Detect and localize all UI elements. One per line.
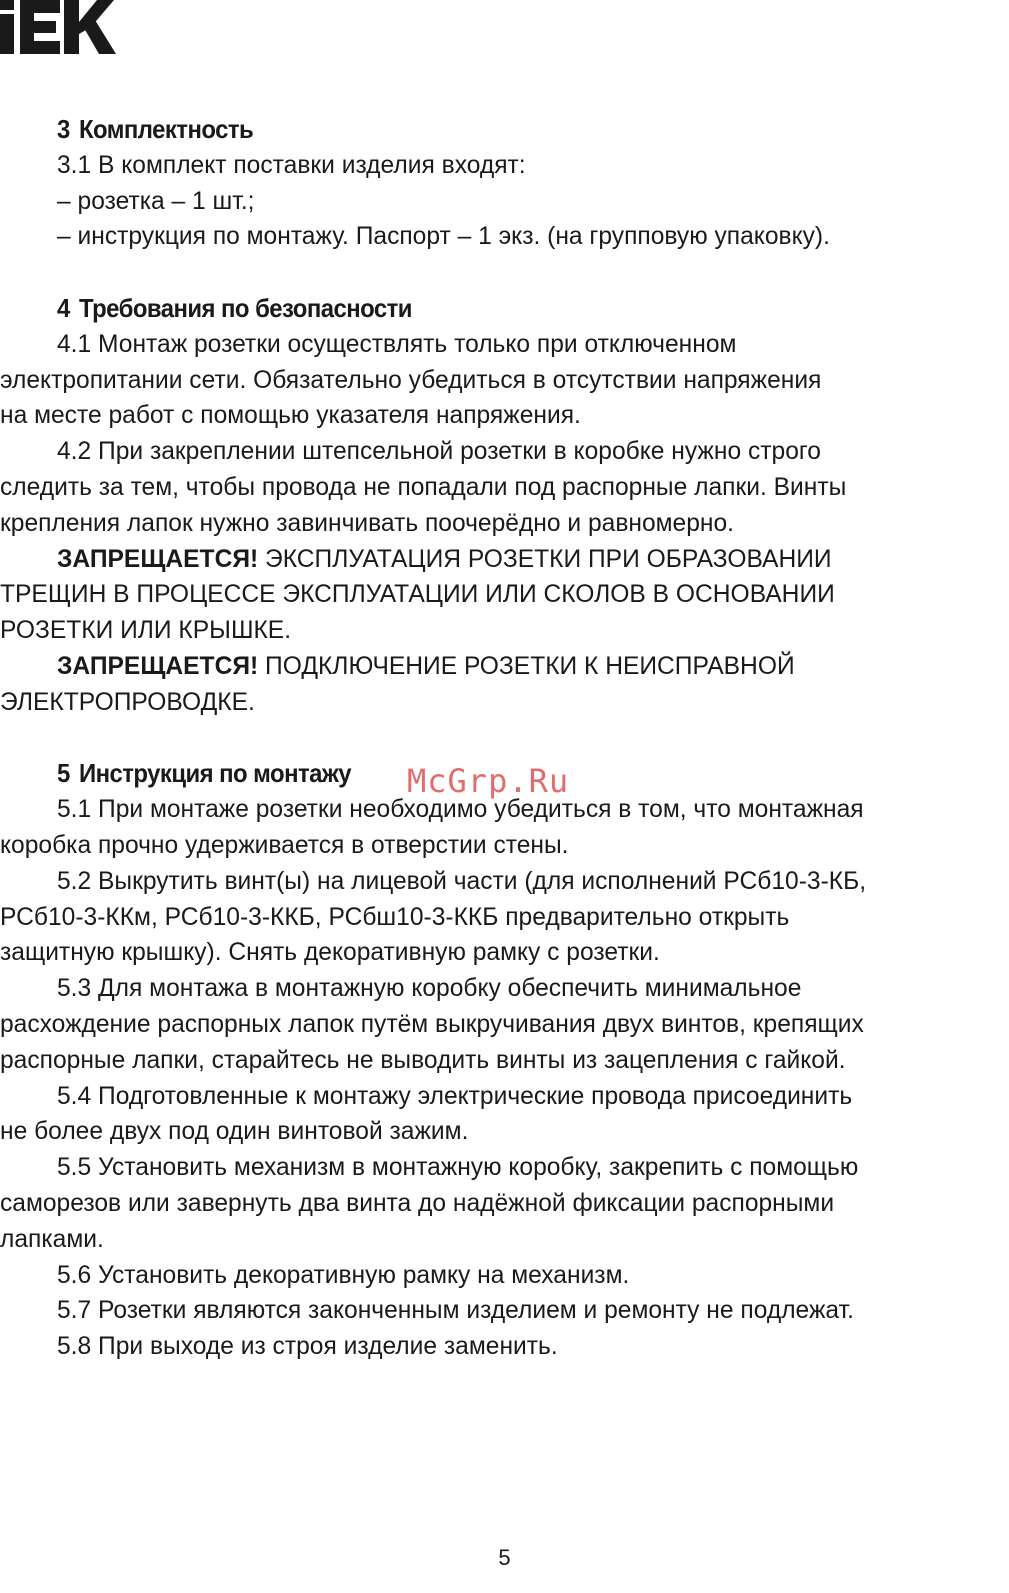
section-number: 3 xyxy=(57,114,70,144)
paragraph xyxy=(0,649,1000,721)
list-item xyxy=(0,219,1000,255)
line-text: 5.3 Для монтажа в монтажную коробку обеспечить минимальное xyxy=(57,975,802,1003)
text-line xyxy=(0,1007,1000,1043)
section-3 xyxy=(0,112,1000,255)
paragraph xyxy=(0,327,1000,434)
text-line xyxy=(0,1114,1000,1150)
line-text: ПОДКЛЮЧЕНИЕ РОЗЕТКИ К НЕИСПРАВНОЙ xyxy=(258,652,795,680)
section-5 xyxy=(0,756,1000,1365)
line-text: коробка прочно удерживается в отверстии стены. xyxy=(0,831,569,859)
line-text: 4.2 При закреплении штепсельной розетки в коробке нужно строго xyxy=(57,438,821,466)
line-text: саморезов или завернуть два винта до надёжной фиксации распорными xyxy=(0,1189,835,1217)
section-number: 4 xyxy=(57,292,70,323)
text-line xyxy=(0,649,1000,685)
line-text: ТРЕЩИН В ПРОЦЕССЕ ЭКСПЛУАТАЦИИ ИЛИ СКОЛОВ В ОСНОВАНИИ xyxy=(0,581,835,609)
line-text: 5.7 Розетки являются законченным изделием и ремонту не подлежат. xyxy=(57,1297,854,1325)
line-text: 5.4 Подготовленные к монтажу электрические провода присоединить xyxy=(57,1082,853,1110)
paragraph xyxy=(0,1079,1000,1151)
text-line xyxy=(0,1043,1000,1079)
section-4 xyxy=(0,291,1000,721)
paragraph xyxy=(0,1293,1000,1329)
paragraph xyxy=(0,864,1000,971)
line-text: 5.1 При монтаже розетки необходимо убедиться в том, что монтажная xyxy=(57,796,864,824)
text-line xyxy=(57,184,1000,220)
line-text: 5.6 Установить декоративную рамку на механизм. xyxy=(57,1261,630,1289)
line-text: РСб10-3-ККм, РСб10-3-ККБ, РСбш10-3-ККБ предварительно открыть xyxy=(0,903,790,931)
line-text: лапками. xyxy=(0,1225,104,1253)
section-heading xyxy=(57,112,925,148)
section-title: Инструкция по монтажу xyxy=(78,758,352,789)
paragraph xyxy=(0,434,1000,541)
line-text: следить за тем, чтобы провода не попадали под распорные лапки. Винты xyxy=(0,473,847,501)
text-line xyxy=(0,1258,1000,1294)
text-line xyxy=(0,1222,1000,1258)
text-line xyxy=(0,434,1000,470)
text-line xyxy=(0,828,1000,864)
text-line xyxy=(0,1293,1000,1329)
page-number: 5 xyxy=(498,1545,511,1570)
iek-logo xyxy=(0,0,116,54)
line-text: ЭКСПЛУАТАЦИЯ РОЗЕТКИ ПРИ ОБРАЗОВАНИИ xyxy=(258,545,832,573)
text-line xyxy=(0,148,1000,184)
line-text: 5.2 Выкрутить винт(ы) на лицевой части (для исполнений РСб10-3-КБ, xyxy=(57,867,867,895)
document-body xyxy=(0,112,1000,1401)
line-text: 3.1 В комплект поставки изделия входят: xyxy=(57,151,526,179)
warning-label: ЗАПРЕЩАЕТСЯ! xyxy=(57,545,259,573)
text-line xyxy=(0,864,1000,900)
list-item xyxy=(0,184,1000,220)
section-heading xyxy=(57,291,925,327)
paragraph xyxy=(0,792,1000,864)
line-text: не более двух под один винтовой зажим. xyxy=(0,1118,469,1146)
paragraph xyxy=(0,1150,1000,1257)
line-text: защитную крышку). Снять декоративную рамку с розетки. xyxy=(0,939,660,967)
paragraph xyxy=(0,542,1000,649)
line-text: 4.1 Монтаж розетки осуществлять только при отключенном xyxy=(57,330,737,358)
text-line xyxy=(0,1186,1000,1222)
section-title: Комплектность xyxy=(78,114,254,144)
line-text: крепления лапок нужно завинчивать поочерёдно и равномерно. xyxy=(0,509,735,537)
line-text: распорные лапки, старайтесь не выводить винты из зацепления с гайкой. xyxy=(0,1046,846,1074)
text-line xyxy=(0,1329,1000,1365)
text-line xyxy=(0,900,1000,936)
text-line xyxy=(0,1150,1000,1186)
text-line xyxy=(0,1079,1000,1115)
paragraph xyxy=(0,1329,1000,1365)
section-number: 5 xyxy=(57,758,70,789)
line-text: – инструкция по монтажу. Паспорт – 1 экз. (на групповую упаковку). xyxy=(57,223,830,251)
text-line xyxy=(0,577,1000,613)
text-line xyxy=(0,685,1000,721)
warning-label: ЗАПРЕЩАЕТСЯ! xyxy=(57,652,259,680)
text-line xyxy=(0,363,1000,399)
paragraph xyxy=(0,1258,1000,1294)
text-line xyxy=(57,219,1000,255)
section-title: Требования по безопасности xyxy=(78,292,412,323)
line-text: расхождение распорных лапок путём выкручивания двух винтов, крепящих xyxy=(0,1010,864,1038)
text-line xyxy=(0,542,1000,578)
text-line xyxy=(0,327,1000,363)
line-text: электропитании сети. Обязательно убедиться в отсутствии напряжения xyxy=(0,366,822,394)
text-line xyxy=(0,971,1000,1007)
line-text: РОЗЕТКИ ИЛИ КРЫШКЕ. xyxy=(0,617,292,645)
line-text: на месте работ с помощью указателя напряжения. xyxy=(0,402,581,430)
text-line xyxy=(0,935,1000,971)
watermark: McGrp.Ru xyxy=(407,762,570,800)
text-line xyxy=(0,398,1000,434)
line-text: 5.8 При выходе из строя изделие заменить. xyxy=(57,1333,558,1361)
line-text: ЭЛЕКТРОПРОВОДКЕ. xyxy=(0,688,255,716)
text-line xyxy=(0,470,1000,506)
text-line xyxy=(0,613,1000,649)
paragraph xyxy=(0,148,1000,184)
paragraph xyxy=(0,971,1000,1078)
line-text: 5.5 Установить механизм в монтажную коробку, закрепить с помощью xyxy=(57,1154,859,1182)
line-text: – розетка – 1 шт.; xyxy=(57,187,255,215)
text-line xyxy=(0,506,1000,542)
